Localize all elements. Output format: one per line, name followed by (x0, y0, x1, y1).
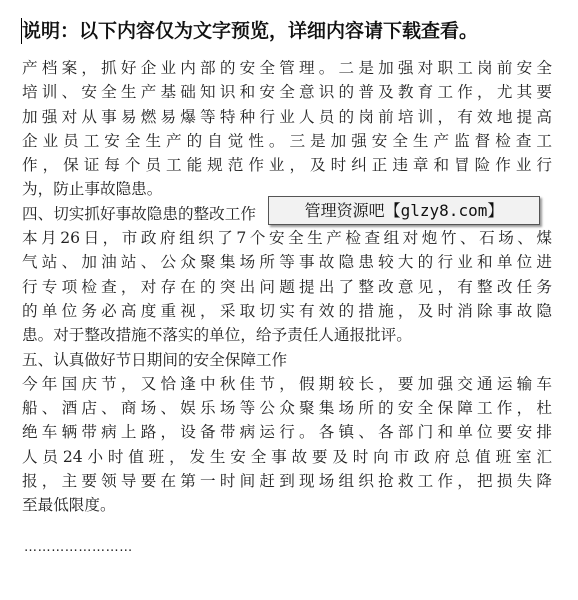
preview-notice: 说明：以下内容仅为文字预览，详细内容请下载查看。 (22, 20, 479, 42)
watermark-banner: 管理资源吧【glzy8.com】 (268, 196, 540, 225)
text-line: 报，主要领导要在第一时间赶到现场组织抢救工作，把损失降 (22, 472, 552, 491)
text-line: 绝车辆带病上路，设备带病运行。各镇、各部门和单位要安排 (22, 423, 552, 442)
continuation-ellipsis: …………………… (24, 540, 133, 555)
text-line: 产档案，抓好企业内部的安全管理。二是加强对职工岗前安全 (22, 59, 552, 77)
section-heading: 四、切实抓好事故隐患的整改工作 (22, 204, 256, 223)
text-line: 今年国庆节，又恰逢中秋佳节，假期较长，要加强交通运输车 (22, 374, 552, 393)
text-line: 作，保证每个员工能规范作业，及时纠正违章和冒险作业行 (22, 156, 552, 175)
document-body (22, 56, 552, 518)
text-line: 至最低限度。 (22, 496, 116, 515)
section-heading: 五、认真做好节日期间的安全保障工作 (22, 350, 288, 369)
text-line: 加强对从事易燃易爆等特种行业人员的岗前培训，有效地提高 (22, 107, 552, 126)
text-line: 培训、安全生产基础知识和安全意识的普及教育工作，尤其要 (22, 83, 552, 102)
text-line: 企业员工安全生产的自觉性。三是加强安全生产监督检查工 (22, 131, 552, 150)
text-line: 行专项检查，对存在的突出问题提出了整改意见，有整改任务 (22, 277, 552, 296)
text-line: 患。对于整改措施不落实的单位，给予责任人通报批评。 (22, 326, 412, 345)
text-line: 本月26日，市政府组织了7个安全生产检查组对炮竹、石场、煤 (22, 229, 552, 248)
text-line: 的单位务必高度重视，采取切实有效的措施，及时消除事故隐 (22, 301, 552, 320)
text-line: 人员24小时值班，发生安全事故要及时向市政府总值班室汇 (22, 447, 552, 466)
text-line: 为，防止事故隐患。 (22, 180, 163, 199)
text-line: 船、酒店、商场、娱乐场等公众聚集场所的安全保障工作，杜 (22, 399, 552, 418)
text-line: 气站、加油站、公众聚集场所等事故隐患较大的行业和单位进 (22, 253, 552, 272)
